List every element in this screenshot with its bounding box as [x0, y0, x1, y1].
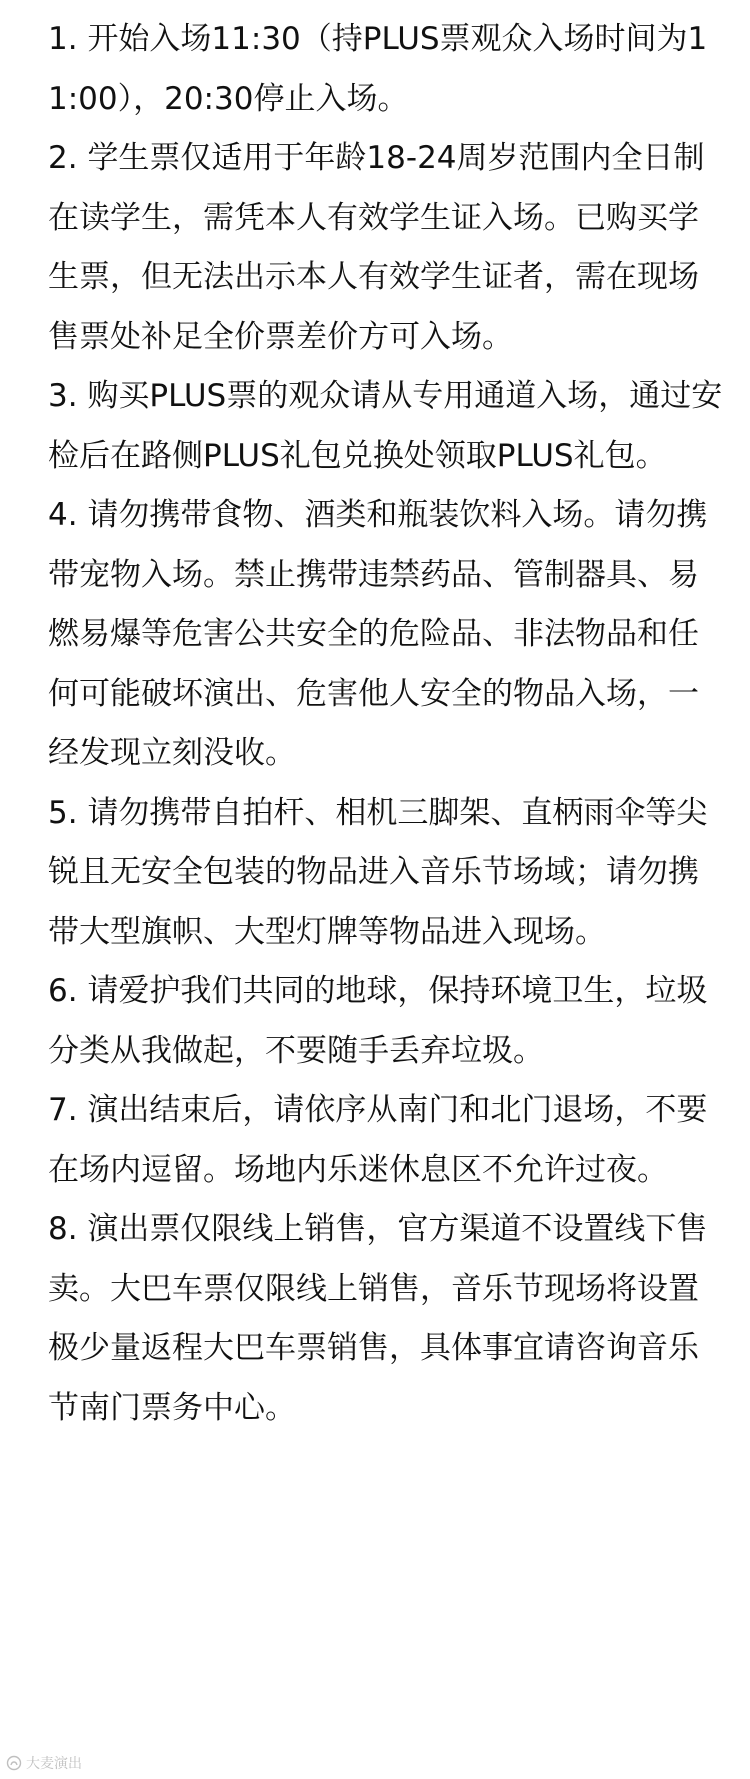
- rule-1: [48, 10, 724, 129]
- rule-number: 8.: [48, 1211, 88, 1247]
- rule-5: [48, 784, 724, 963]
- rules-document: [48, 10, 724, 1438]
- rule-number: 3.: [48, 378, 88, 414]
- rule-number: 2.: [48, 140, 88, 176]
- rule-text: 开始入场11:30（持PLUS票观众入场时间为11:00），20:30停止入场。: [48, 21, 708, 117]
- rule-8: [48, 1200, 724, 1438]
- rule-text: 演出票仅限线上销售，官方渠道不设置线下售卖。大巴车票仅限线上销售，音乐节现场将设置极少量返程大巴车票销售，具体事宜请咨询音乐节南门票务中心。: [48, 1211, 708, 1426]
- rule-6: [48, 962, 724, 1081]
- rule-text: 请爱护我们共同的地球，保持环境卫生，垃圾分类从我做起，不要随手丢弃垃圾。: [48, 973, 708, 1069]
- rule-number: 1.: [48, 21, 88, 57]
- rule-number: 6.: [48, 973, 88, 1009]
- rule-2: [48, 129, 724, 367]
- watermark: [6, 1753, 82, 1773]
- rule-text: 购买PLUS票的观众请从专用通道入场，通过安检后在路侧PLUS礼包兑换处领取PLUS礼包。: [48, 378, 723, 474]
- rule-number: 4.: [48, 497, 88, 533]
- rule-text: 请勿携带自拍杆、相机三脚架、直柄雨伞等尖锐且无安全包装的物品进入音乐节场域；请勿携带大型旗帜、大型灯牌等物品进入现场。: [48, 794, 708, 950]
- rule-number: 7.: [48, 1092, 88, 1128]
- watermark-text: 大麦演出: [26, 1756, 82, 1772]
- rule-3: [48, 367, 724, 486]
- rule-text: 请勿携带食物、酒类和瓶装饮料入场。请勿携带宠物入场。禁止携带违禁药品、管制器具、易燃易爆等危害公共安全的危险品、非法物品和任何可能破坏演出、危害他人安全的物品入场，一经发现立刻没收。: [48, 497, 708, 771]
- rule-7: [48, 1081, 724, 1200]
- rule-text: 演出结束后，请依序从南门和北门退场，不要在场内逗留。场地内乐迷休息区不允许过夜。: [48, 1092, 708, 1188]
- rule-number: 5.: [48, 794, 88, 831]
- rule-4: [48, 486, 724, 784]
- brand-logo-icon: [6, 1755, 22, 1771]
- rule-text: 学生票仅适用于年龄18-24周岁范围内全日制在读学生，需凭本人有效学生证入场。已购买学生票，但无法出示本人有效学生证者，需在现场售票处补足全价票差价方可入场。: [48, 140, 705, 355]
